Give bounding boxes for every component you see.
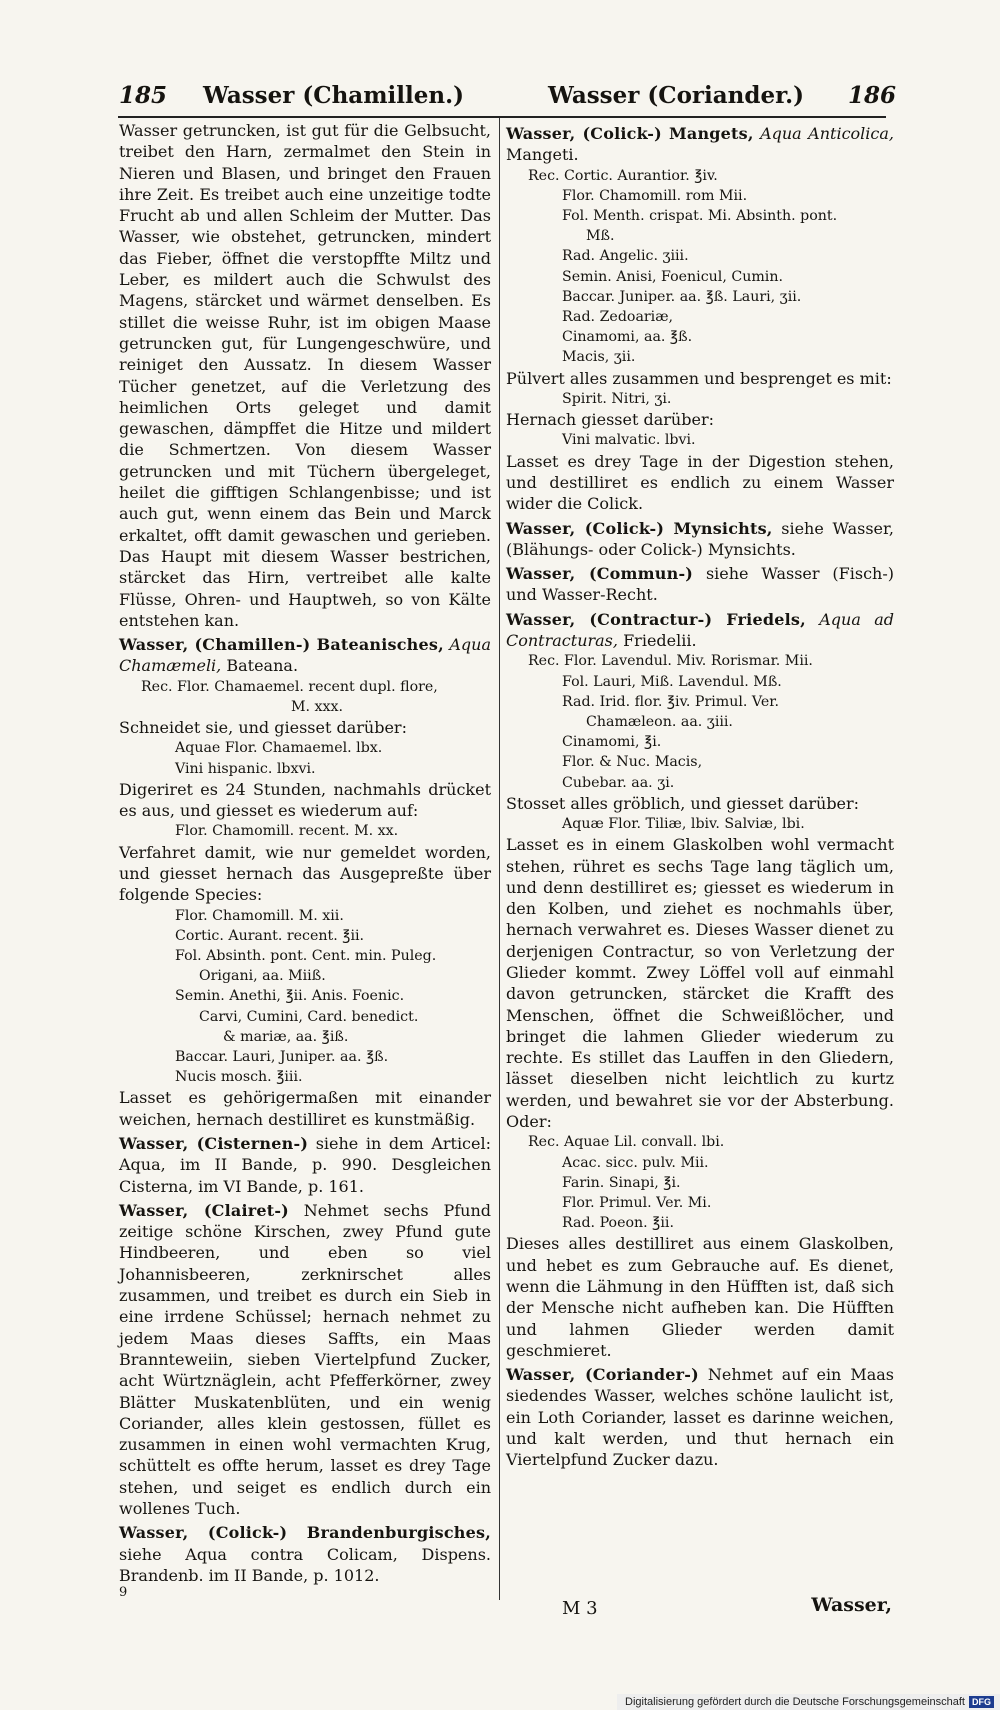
recipe-line: Mß. [586, 228, 615, 245]
body-paragraph: Hernach giesset darüber: [506, 410, 714, 430]
recipe-line: Chamæleon. aa. ʒiii. [586, 713, 733, 730]
body-paragraph: Lasset es gehörigermaßen mit einander weichen, hernach destilliret es kunstmäßig. [119, 1088, 491, 1129]
recipe-line: Flor. & Nuc. Macis, [562, 754, 703, 771]
recipe-line: Vini malvatic. lbvi. [562, 432, 696, 449]
dictionary-entry [119, 1522, 491, 1586]
recipe-line: Flor. Chamomill. rom Mii. [562, 187, 748, 204]
body-paragraph: Lasset es drey Tage in der Digestion stehen, und destilliret es endlich zu einem Wasser wider die Colick. [506, 451, 894, 514]
entry-text: siehe in dem Articel: Aqua, im II Bande, p. 990. Desgleichen Cisterna, im VI Bande, p. 161. [119, 1133, 491, 1196]
digitization-credit [617, 1694, 1000, 1710]
dictionary-entry [506, 123, 894, 166]
body-paragraph: Schneidet sie, und giesset darüber: [119, 718, 407, 738]
entry-latin-name: Aqua Anticolica, [760, 124, 894, 143]
entry-text: siehe Wasser (Fisch-) und Wasser-Recht. [506, 564, 894, 605]
entry-text: siehe Aqua contra Colicam, Dispens. Brandenb. im II Bande, p. 1012. [119, 1544, 491, 1585]
recipe-line: Rad. Poeon. ℥ii. [562, 1215, 674, 1232]
entry-headword: Wasser, (Coriander-) [506, 1365, 699, 1385]
recipe-line: Cinamomi, ℥i. [562, 734, 662, 751]
recipe-line: Rad. Zedoariæ, [562, 309, 674, 326]
recipe-line: Vini hispanic. lbxvi. [175, 760, 316, 777]
recipe-line: Semin. Anisi, Foenicul, Cumin. [562, 268, 783, 285]
recipe-line: & mariæ, aa. ℥iß. [223, 1028, 349, 1045]
recipe-line: Fol. Lauri, Miß. Lavendul. Mß. [562, 673, 782, 690]
recipe-line: Rec. Cortic. Aurantior. ℥iv. [528, 167, 718, 184]
credit-text: Digitalisierung gefördert durch die Deutsche Forschungsgemeinschaft [625, 1696, 965, 1708]
entry-headword: Wasser, (Colick-) Brandenburgisches, [119, 1523, 491, 1543]
recipe-line: Rad. Angelic. ʒiii. [562, 248, 689, 265]
entry-headword: Wasser, (Colick-) Mynsichts, [506, 518, 773, 538]
right-running-title: Wasser (Coriander.) [548, 82, 805, 109]
entry-latin-name: Aqua Chamæmeli, [119, 635, 491, 676]
recipe-line: Nucis mosch. ℥iii. [175, 1069, 303, 1086]
left-page-number: 185 [119, 82, 168, 109]
body-paragraph: Verfahret damit, wie nur gemeldet worden, und giesset hernach das Ausgepreßte über folgende Species: [119, 842, 491, 905]
body-paragraph: Digeriret es 24 Stunden, nachmahls drücket es aus, und giesset es wiederum auf: [119, 779, 491, 821]
recipe-line: Flor. Chamomill. recent. M. xx. [175, 823, 399, 840]
recipe-line: Baccar. Juniper. aa. ℥ß. Lauri, ʒii. [562, 288, 802, 305]
recipe-line: Macis, ʒii. [562, 349, 636, 366]
entry-text: Mangeti. [506, 145, 579, 165]
entry-text: Friedelii. [623, 631, 697, 650]
recipe-line: M. xxx. [291, 698, 344, 715]
signature-mark-left: 9 [119, 1585, 128, 1600]
recipe-line: Rec. Flor. Chamaemel. recent dupl. flore, [141, 678, 438, 695]
recipe-line: Origani, aa. Miiß. [199, 968, 326, 985]
body-paragraph: Lasset es in einem Glaskolben wohl vermacht stehen, rühret es sechs Tage lang täglich um, und denn destilliret es; giesset es wiederum in den Kolben, und ziehet es nochmahls über, hernach verwahret es. Dieses Wasser dienet zu derjenigen Contractur, so von Verletzung der Glieder kommt. Zwey Löffel voll auf einmahl davon getruncken, stärcket die Krafft des Menschen, öffnet die Schweißlöcher, und bringet die lahmen Glieder wiederum zu rechte. Es stillet das Lauffen in den Gliedern, lässet dieselben nicht leichtlich zu kurtz werden, und bewahret sie vor der Absterbung. Oder: [506, 835, 894, 1132]
entry-headword: Wasser, (Clairet-) [119, 1200, 289, 1220]
entry-latin-name: Aqua ad Contracturas, [506, 609, 894, 650]
entry-headword: Wasser, (Colick-) Mangets, [506, 124, 754, 143]
left-running-title: Wasser (Chamillen.) [203, 82, 464, 109]
body-paragraph: Pülvert alles zusammen und besprenget es mit: [506, 368, 892, 388]
recipe-line: Cortic. Aurant. recent. ℥ii. [175, 927, 365, 944]
body-paragraph: Stosset alles gröblich, und giesset darüber: [506, 793, 860, 813]
dictionary-entry [506, 563, 894, 606]
recipe-line: Rec. Aquae Lil. convall. lbi. [528, 1134, 725, 1151]
column-divider [499, 118, 500, 1600]
recipe-line: Semin. Anethi, ℥ii. Anis. Foenic. [175, 988, 405, 1005]
entry-headword: Wasser, (Contractur-) Friedels, [506, 609, 806, 629]
entry-headword: Wasser, (Chamillen-) Bateanisches, [119, 635, 444, 655]
recipe-line: Rad. Irid. flor. ℥iv. Primul. Ver. [562, 693, 780, 710]
recipe-line: Aquae Flor. Chamaemel. lbx. [175, 740, 383, 757]
right-column [506, 120, 894, 1471]
entry-text: Nehmet auf ein Maas siedendes Wasser, welches schöne laulicht ist, ein Loth Coriander, lasset es darinne weichen, und kalt werden, und thut hernach ein Viertelpfund Zucker dazu. [506, 1365, 895, 1470]
recipe-line: Carvi, Cumini, Card. benedict. [199, 1008, 419, 1025]
entry-text: Nehmet sechs Pfund zeitige schöne Kirschen, zwey Pfund gute Hindbeeren, und eben so viel Johannisbeeren, zerknirschet alles zusammen, und treibet es durch ein Sieb in eine irrdene Schüssel; hernach nehmet zu jedem Maas dieses Saffts, ein Maas Brannteweiin, sieben Viertelpfund Zucker, acht Würtznäglein, acht Pfefferkörner, zwey Blätter Muskatenblüten, und ein wenig Coriander, alles klein gestossen, füllet es zusammen in einen wohl vermachten Krug, schüttelt es offte herum, lasset es drey Tage stehen, und seiget es endlich durch ein wollenes Tuch. [119, 1200, 491, 1518]
recipe-line: Rec. Flor. Lavendul. Miv. Rorismar. Mii. [528, 653, 813, 670]
recipe-line: Fol. Menth. crispat. Mi. Absinth. pont. [562, 208, 838, 224]
recipe-line: Cubebar. aa. ʒi. [562, 774, 675, 791]
recipe-line: Acac. sicc. pulv. Mii. [562, 1154, 709, 1171]
dictionary-entry [119, 634, 491, 677]
dictionary-entry [119, 1200, 491, 1519]
catchword: Wasser, [811, 1594, 892, 1616]
recipe-line: Spirit. Nitri, ʒi. [562, 390, 672, 407]
body-paragraph: Wasser getruncken, ist gut für die Gelbsucht, treibet den Harn, zermalmet den Stein in Nieren und Blasen, und bringet den Frauen ihre Zeit. Es treibet auch eine unzeitige todte Frucht ab und allen Schleim der Mutter. Das Wasser, wie obstehet, getruncken, mindert das Fieber, öffnet die verstopffte Miltz und Leber, es mildert auch die Schwulst des Magens, stärcket und wärmet denselben. Es stillet die weisse Ruhr, ist im obigen Maase getruncken gut, für Lungengeschwüre, und reiniget den Aussatz. In diesem Wasser Tücher genetzet, auf die Verletzung des heimlichen Orts geleget und damit gewaschen, dämpffet die Hitze und mildert die Schmertzen. Von diesem Wasser getruncken und mit Tüchern übergeleget, heilet die gifftigen Schlangenbisse; und ist auch gut, wenn einem das Bein und Marck erkaltet, offt damit gewaschen und gerieben. Das Haupt mit diesem Wasser bestrichen, stärcket das Hirn, vertreibet alle kalte Flüsse, Ohren- und Hauptweh, so von Kälte entstehen kan. [119, 121, 491, 630]
dictionary-entry [506, 609, 894, 652]
recipe-line: Aquæ Flor. Tiliæ, lbiv. Salviæ, lbi. [562, 816, 805, 833]
left-column [119, 120, 491, 1586]
header-rule [118, 116, 886, 118]
dfg-logo: DFG [969, 1696, 994, 1708]
dictionary-entry [119, 1133, 491, 1197]
entry-headword: Wasser, (Commun-) [506, 564, 694, 584]
entry-text: Bateana. [226, 656, 299, 676]
signature-mark: M 3 [562, 1598, 598, 1619]
dictionary-entry [506, 518, 894, 561]
recipe-line: Flor. Primul. Ver. Mi. [562, 1194, 712, 1211]
recipe-line: Fol. Absinth. pont. Cent. min. Puleg. [175, 947, 437, 964]
dictionary-entry [506, 1364, 894, 1470]
right-page-number: 186 [848, 82, 897, 109]
recipe-line: Cinamomi, aa. ℥ß. [562, 329, 693, 346]
recipe-line: Flor. Chamomill. M. xii. [175, 907, 344, 924]
body-paragraph: Dieses alles destilliret aus einem Glaskolben, und hebet es zum Gebrauche auf. Es dienet, wenn die Lähmung in den Hüfften ist, daß sich der Mensche nicht aufheben kan. Die Hüfften und lahmen Glieder werden damit geschmieret. [506, 1234, 894, 1360]
entry-headword: Wasser, (Cisternen-) [119, 1133, 309, 1153]
recipe-line: Baccar. Lauri, Juniper. aa. ℥ß. [175, 1048, 389, 1065]
entry-text: siehe Wasser, (Blähungs- oder Colick-) Mynsichts. [506, 518, 894, 559]
recipe-line: Farin. Sinapi, ℥i. [562, 1174, 681, 1191]
